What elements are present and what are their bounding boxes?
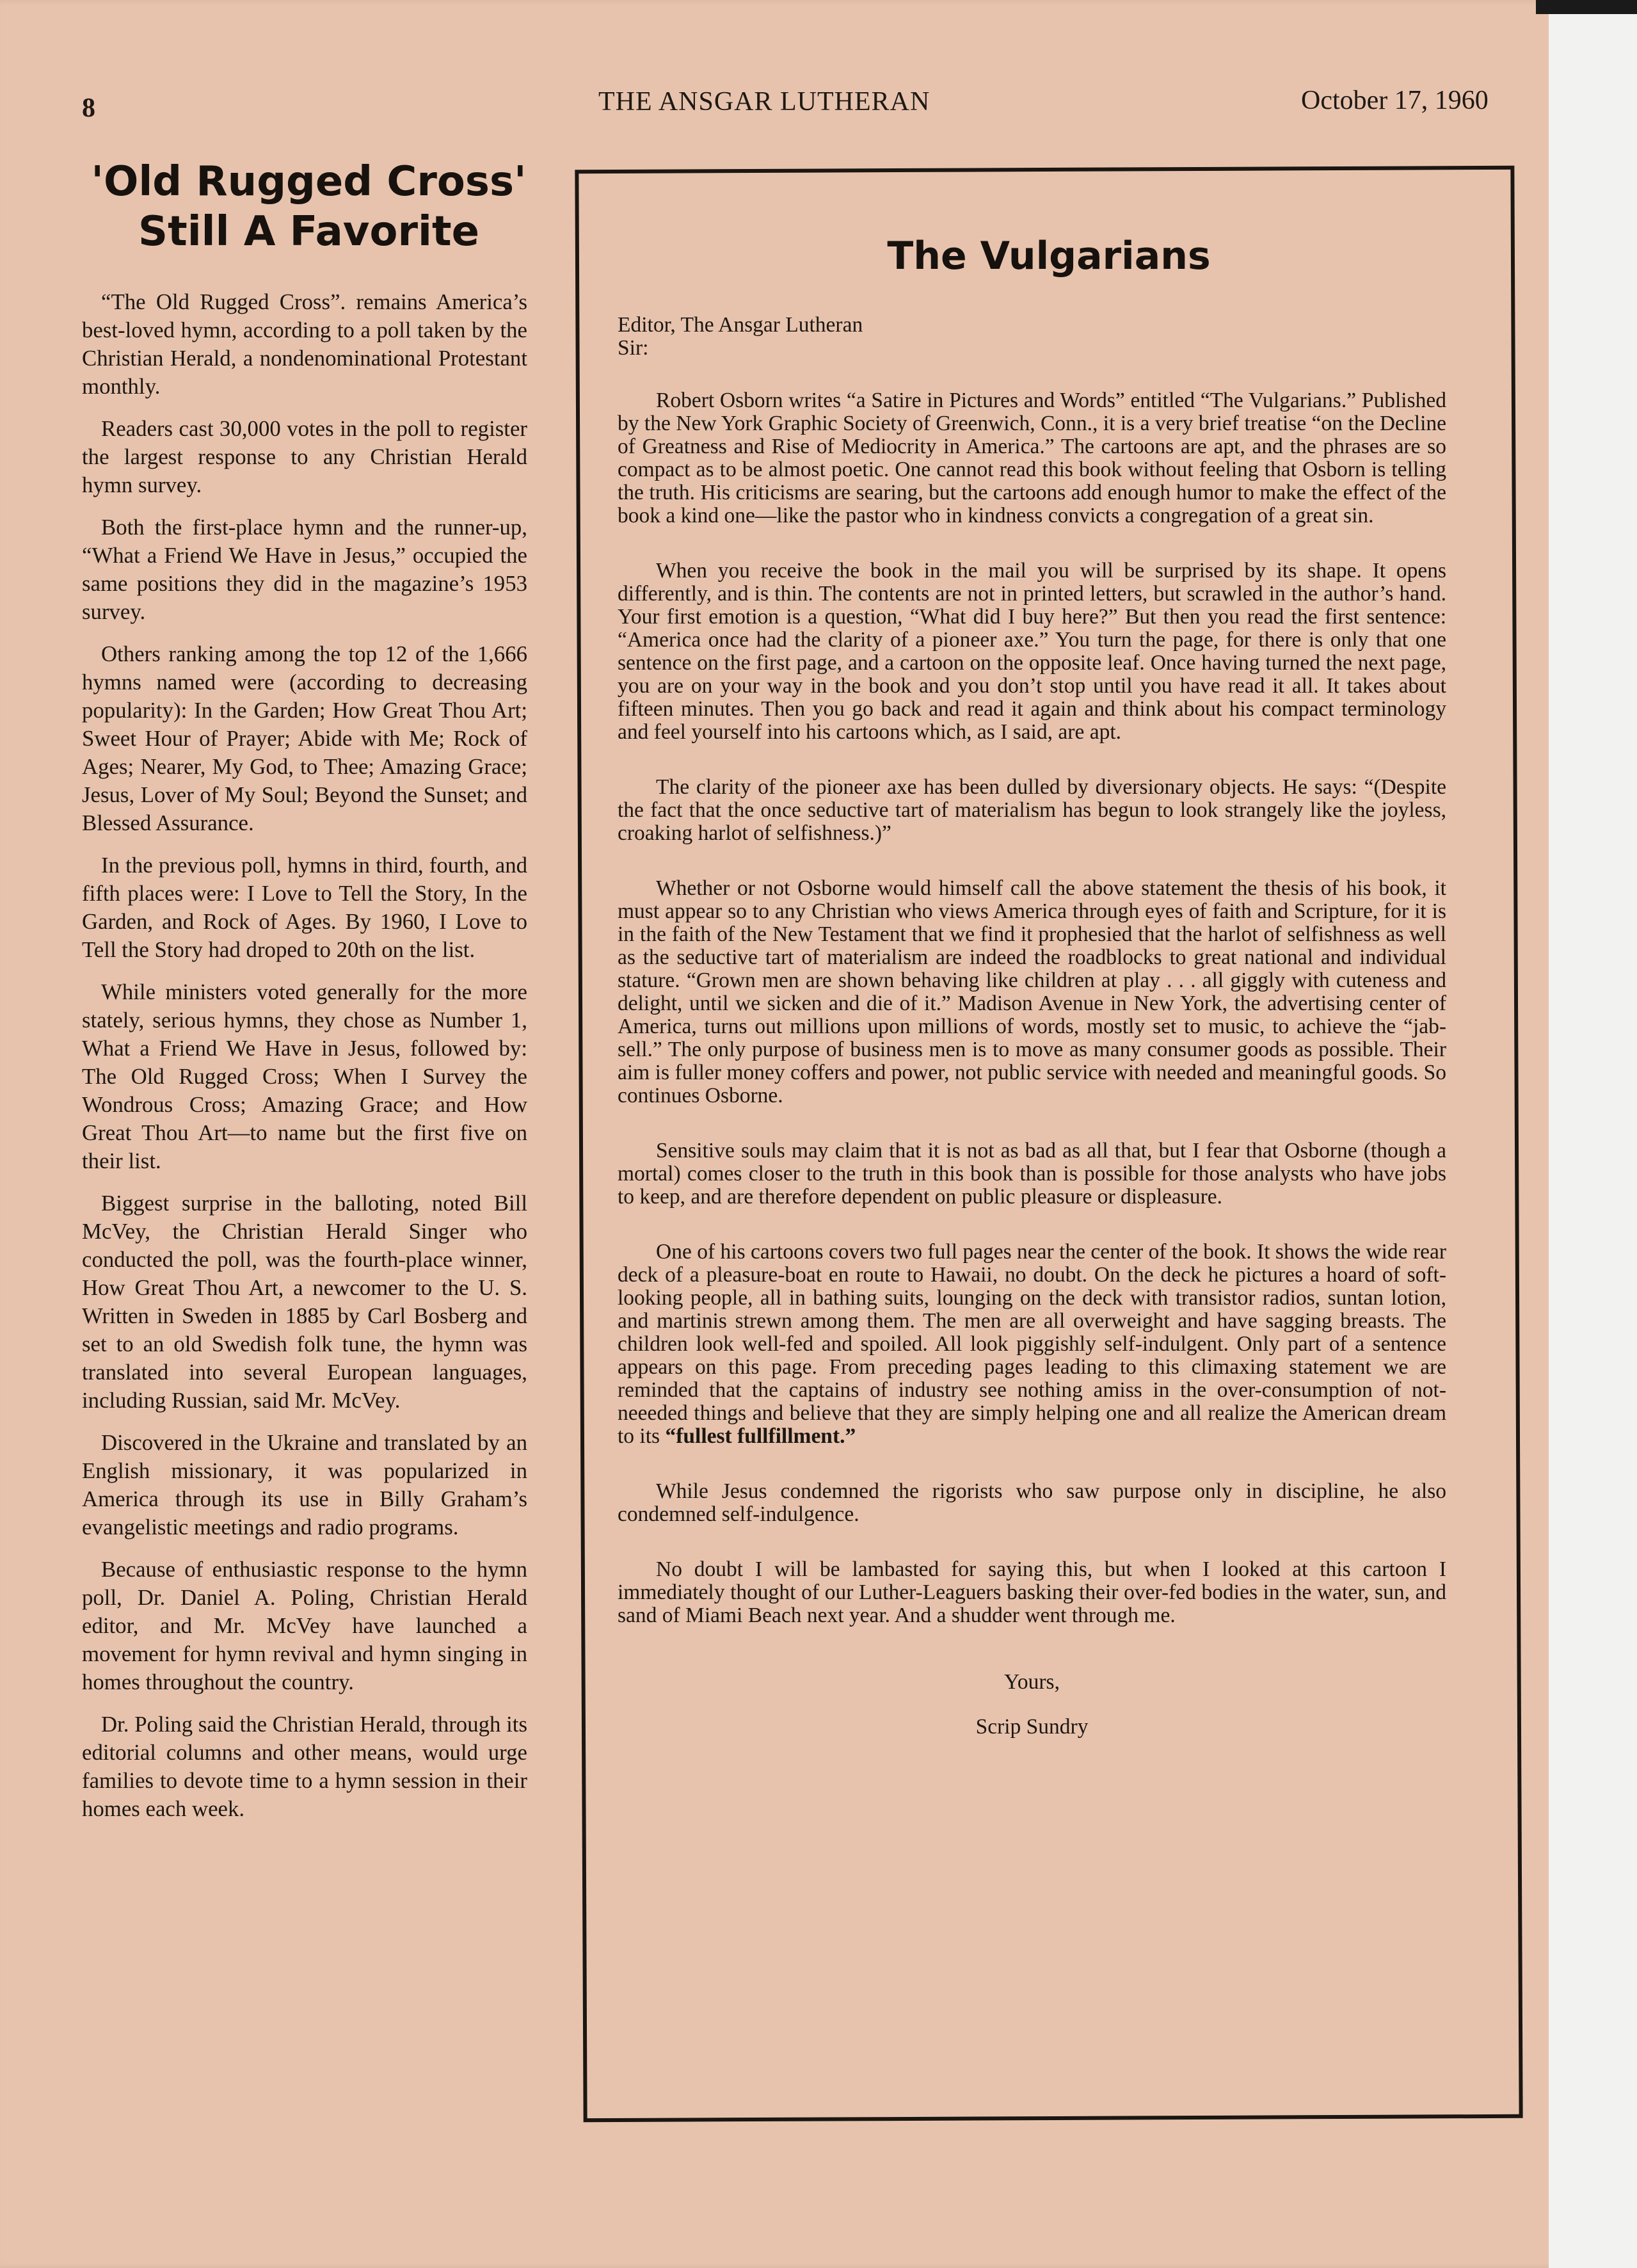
background-edge [1549, 0, 1637, 2268]
page-number: 8 [82, 93, 95, 123]
article-paragraph: Biggest surprise in the balloting, noted Bill McVey, the Christian Herald Singer who conducted the poll, was the fourth-place winner, How Great Thou Art, a newcomer to the U. S. Written in Sweden in 1885 by Carl Bosberg and set to an old Swedish folk tune, the hymn was translated into several European languages, including Russian, said Mr. McVey. [82, 1191, 527, 1413]
letter-paragraph: Sensitive souls may claim that it is not as bad as all that, but I fear that Osborne (though a mortal) comes closer to the truth in this book than is possible for those analysts who have jobs to keep, and are therefore dependent on public pleasure or displeasure. [618, 1139, 1446, 1209]
article-headline [58, 157, 560, 257]
issue-date: October 17, 1960 [1301, 86, 1489, 115]
cartoon-emphasis: “fullest fullfillment.” [665, 1424, 856, 1448]
letter-paragraph: The clarity of the pioneer axe has been dulled by diversionary objects. He says: “(Despite the fact that the once seductive tart of materialism has begun to look strangely like the joyless, croaking harlot of selfishness.)” [618, 775, 1446, 845]
article-paragraph: Others ranking among the top 12 of the 1,666 hymns named were (according to decreasing popularity): In the Garden; How Great Thou Art; Sweet Hour of Prayer; Abide with Me; Rock of Ages; Nearer, My God, to Thee; Amazing Grace; Jesus, Lover of My Soul; Beyond the Sunset; and Blessed Assurance. [82, 641, 527, 835]
letter-title: The Vulgarians [887, 234, 1211, 278]
letter-paragraph: Whether or not Osborne would himself call the above statement the thesis of his book, it must appear so to any Christian who views America through eyes of faith and Scripture, for it is in the faith of the New Testament that we find it prophesied that the harlot of selfishness as well as the seductive tart of materialism are indeed the roadblocks to great national and individual stature. “Grown men are shown behaving like children at play . . . all giggly with cuteness and delight, until we sicken and die of it.” Madison Avenue in New York, the advertising center of America, turns out millions upon millions of words, mostly set to music, to achieve the “jab-sell.” The only purpose of business men is to move as many consumer goods as possible. Their aim is fuller money coffers and power, not public service with needed and meaningful goods. So continues Osborne. [618, 876, 1446, 1107]
letter-salutation [618, 314, 1446, 360]
article-paragraph: “The Old Rugged Cross”. remains America’s best-loved hymn, according to a poll taken by the Christian Herald, a nondenominational Protestant monthly. [82, 289, 527, 399]
article-body [82, 288, 527, 1837]
letter-closing: Yours, [1004, 1670, 1060, 1694]
cartoon-text: One of his cartoons covers two full pages near the center of the book. It shows the wide rear deck of a pleasure-boat en route to Hawaii, no doubt. On the deck he pictures a hoard of soft-looking people, all in bathing suits, lounging on the deck with transistor radios, suntan lotion, and martinis strewn among them. The men are all overweight and have sagging breasts. The children look well-fed and spoiled. All look piggishly self-indulgent. Only part of a sentence appears on this page. From preceding pages leading to this climaxing statement we are reminded that the captains of industry see nothing amiss in the over-consumption of not-neeeded things and believe that they are simply helping one and all realize the American dream to its [618, 1240, 1446, 1448]
article-paragraph: While ministers voted generally for the more stately, serious hymns, they chose as Number 1, What a Friend We Have in Jesus, followed by: The Old Rugged Cross; When I Survey the Wondrous Cross; Amazing Grace; and How Great Thou Art—to name but the first five on their list. [82, 979, 527, 1173]
background-corner [1536, 0, 1637, 14]
letter-signature: Scrip Sundry [975, 1715, 1089, 1739]
article-paragraph: Because of enthusiastic response to the hymn poll, Dr. Daniel A. Poling, Christian Herald editor, and Mr. McVey have launched a movement for hymn revival and hymn singing in homes throughout the country. [82, 1557, 527, 1694]
letter-paragraph-cartoon [618, 1241, 1446, 1448]
article-paragraph: Readers cast 30,000 votes in the poll to register the largest response to any Christian Herald hymn survey. [82, 416, 527, 497]
letter-paragraph: When you receive the book in the mail you will be surprised by its shape. It opens differently, and is thin. The contents are not in printed letters, but scrawled in the author’s hand. Your first emotion is a question, “What did I buy here?” But then you read the first sentence: “America once had the clarity of a pioneer axe.” You turn the page, for there is only that one sentence on the first page, and a cartoon on the opposite leaf. Once having turned the next page, you are on your way in the book and you don’t stop until you have read it all. It takes about fifteen minutes. Then you go back and read it again and think about his compact terminology and feel yourself into his cartoons which, as I said, are apt. [618, 559, 1446, 744]
article-paragraph: Discovered in the Ukraine and translated by an English missionary, it was popularized in America through its use in Billy Graham’s evangelistic meetings and radio programs. [82, 1430, 527, 1540]
article-paragraph: In the previous poll, hymns in third, fourth, and fifth places were: I Love to Tell the Story, In the Garden, and Rock of Ages. By 1960, I Love to Tell the Story had droped to 20th on the list. [82, 853, 527, 962]
headline-line-2: Still A Favorite [138, 208, 479, 255]
salutation-line-2: Sir: [618, 336, 649, 360]
article-paragraph: Both the first-place hymn and the runner-up, “What a Friend We Have in Jesus,” occupied the same positions they did in the magazine’s 1953 survey. [82, 515, 527, 624]
letter-paragraph: Robert Osborn writes “a Satire in Pictures and Words” entitled “The Vulgarians.” Published by the New York Graphic Society of Greenwich, Conn., it is a very brief treatise “on the Decline of Greatness and Rise of Mediocrity in America.” The cartoons are apt, and the phrases are so compact as to be almost poetic. One cannot read this book without feeling that Osborn is telling the truth. His criticisms are searing, but the cartoons add enough humor to make the effect of the book a kind one—like the pastor who in kindness convicts a congregation of a great sin. [618, 389, 1446, 527]
publication-title: THE ANSGAR LUTHERAN [598, 87, 930, 117]
article-paragraph: Dr. Poling said the Christian Herald, through its editorial columns and other means, would urge families to devote time to a hymn session in their homes each week. [82, 1712, 527, 1821]
salutation-line-1: Editor, The Ansgar Lutheran [618, 313, 863, 337]
letter-paragraph: No doubt I will be lambasted for saying this, but when I looked at this cartoon I immediately thought of our Luther-Leaguers basking their over-fed bodies in the water, sun, and sand of Miami Beach next year. And a shudder went through me. [618, 1557, 1446, 1627]
letter-body [618, 314, 1446, 1760]
letter-paragraph: While Jesus condemned the rigorists who saw purpose only in discipline, he also condemned self-indulgence. [618, 1479, 1446, 1526]
headline-line-1: 'Old Rugged Cross' [91, 158, 527, 205]
